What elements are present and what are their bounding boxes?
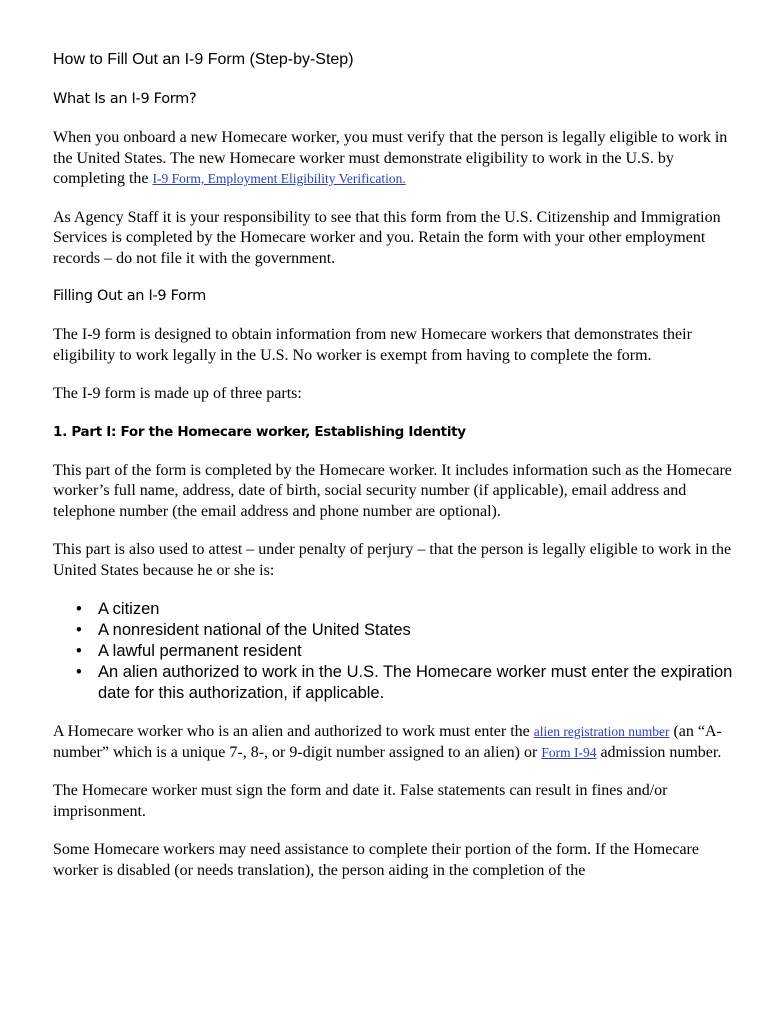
paragraph-agency-staff: As Agency Staff it is your responsibility to see that this form from the U.S. Citizenship and Immigration Services is completed by the Homecare worker and you. Retain the form with your other employment records – do not file it with the government. — [53, 208, 721, 267]
paragraph-part1-completed: This part of the form is completed by the Homecare worker. It includes information such as the Homecare worker’s full name, address, date of birth, social security number (if applicable), email address and telephone number (the email address and phone number are optional). — [53, 461, 732, 520]
eligibility-list — [53, 599, 738, 704]
i9-form-link[interactable]: I-9 Form, Employment Eligibility Verification. — [152, 171, 406, 186]
list-item — [76, 641, 738, 662]
bullet-icon: • — [76, 600, 82, 618]
alien-registration-number-link[interactable]: alien registration number — [533, 724, 670, 739]
list-item-text: A lawful permanent resident — [98, 642, 302, 660]
bullet-icon: • — [76, 621, 82, 639]
form-i94-link[interactable]: Form I-94 — [541, 744, 597, 760]
document-page — [53, 48, 738, 881]
part1-heading: 1. Part I: For the Homecare worker, Establishing Identity — [53, 423, 466, 440]
list-item — [76, 620, 738, 641]
bullet-icon: • — [76, 663, 82, 681]
paragraph-designed: The I-9 form is designed to obtain information from new Homecare workers that demonstrates their eligibility to work legally in the U.S. No worker is exempt from having to complete the form. — [53, 326, 692, 364]
list-item — [76, 662, 738, 704]
paragraph-alien-number — [53, 722, 738, 763]
paragraph-text: A Homecare worker who is an alien and authorized to work must enter the — [53, 723, 534, 740]
section-heading-filling-out: Filling Out an I-9 Form — [53, 288, 206, 304]
list-item-text: An alien authorized to work in the U.S. The Homecare worker must enter the expiration date for this authorization, if applicable. — [98, 663, 733, 702]
paragraph-three-parts: The I-9 form is made up of three parts: — [53, 385, 302, 402]
paragraph-text: admission number. — [596, 743, 722, 761]
list-item-text: A nonresident national of the United States — [98, 621, 411, 639]
list-item — [76, 599, 738, 620]
list-item-text: A citizen — [98, 600, 160, 618]
page-title: How to Fill Out an I-9 Form (Step-by-Step) — [53, 51, 354, 68]
paragraph-attest: This part is also used to attest – under penalty of perjury – that the person is legally eligible to work in the United States because he or she is: — [53, 541, 732, 579]
section-heading-what-is: What Is an I-9 Form? — [53, 91, 197, 107]
paragraph-sign-date: The Homecare worker must sign the form and date it. False statements can result in fines and/or imprisonment. — [53, 782, 668, 820]
paragraph-text: When you onboard a new Homecare worker, you must verify that the person is legally eligible to work in the United States. The new Homecare worker must demonstrate eligibility to work in the U.S. by completing the — [53, 129, 728, 187]
bullet-icon: • — [76, 642, 82, 660]
paragraph-text: (an “A-number” which is a unique 7-, 8-, or 9-digit number assigned to an alien) or — [53, 723, 722, 761]
paragraph-onboard — [53, 128, 738, 190]
paragraph-assistance: Some Homecare workers may need assistance to complete their portion of the form. If the Homecare worker is disabled (or needs translation), the person aiding in the completion of the — [53, 841, 699, 879]
